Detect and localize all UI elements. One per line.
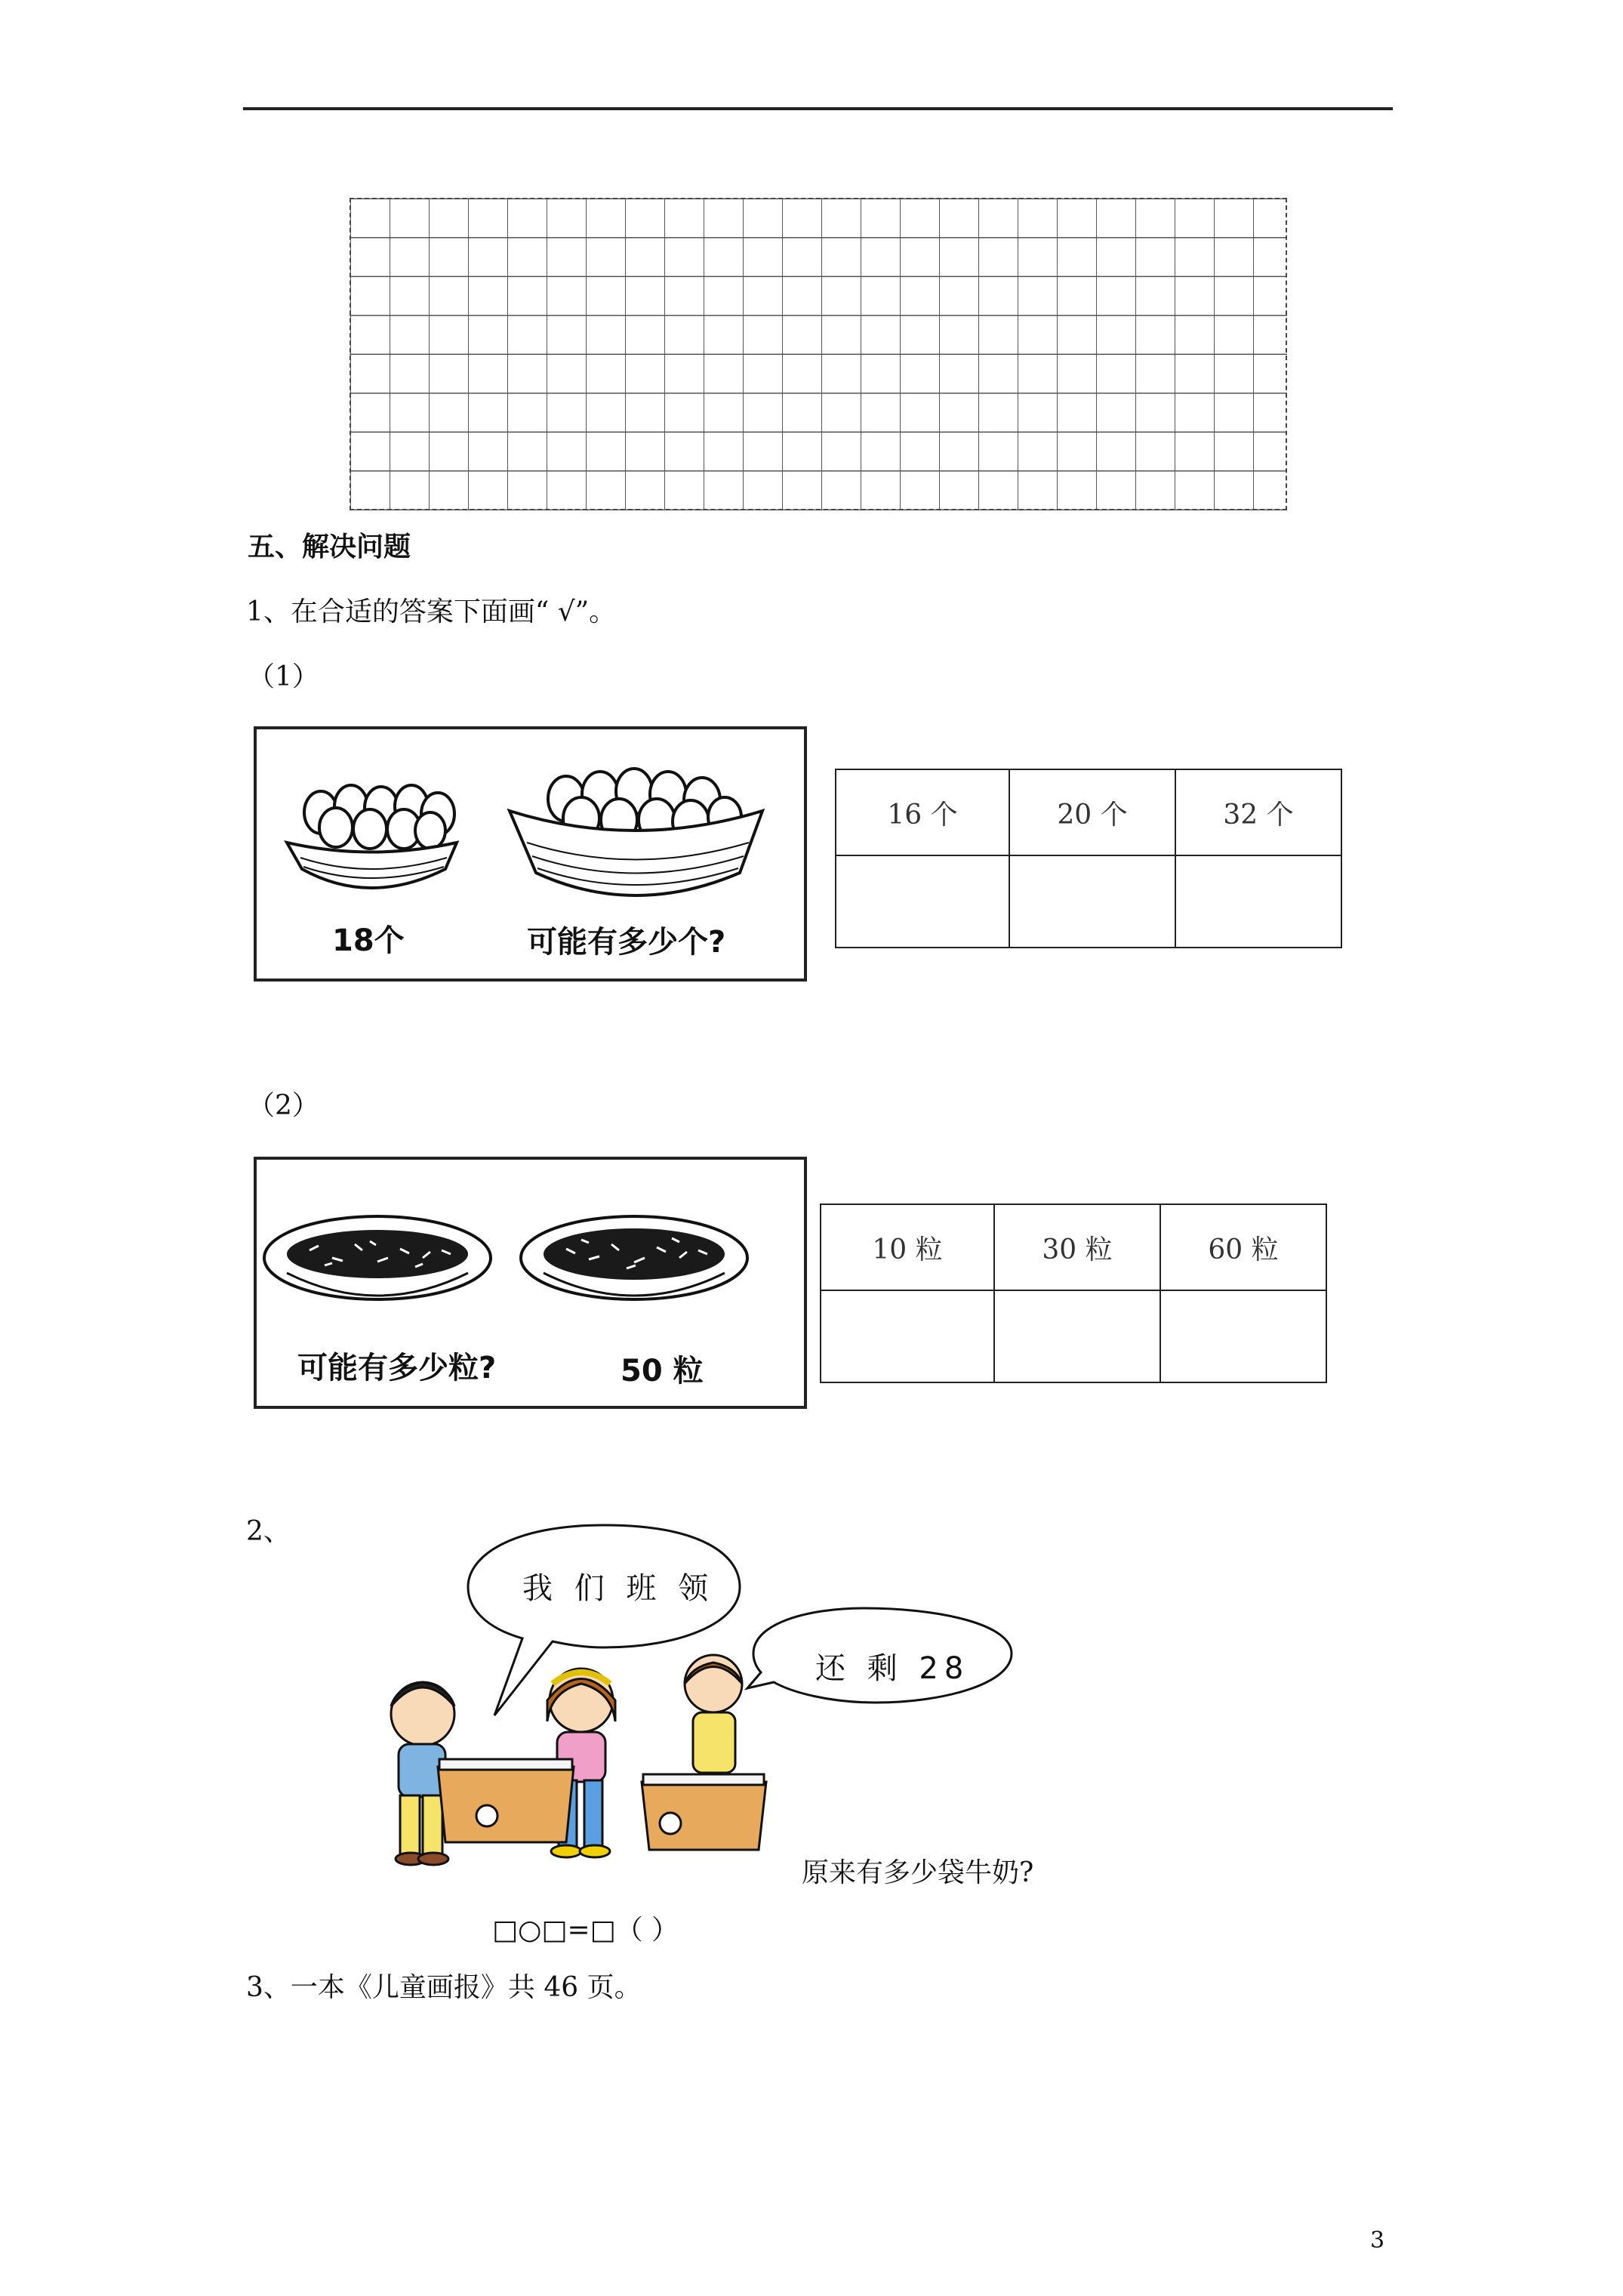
q1-part2-label: （2） <box>248 1090 319 1121</box>
eggs-illustration <box>254 726 807 982</box>
writing-grid <box>350 198 1287 510</box>
answer-cell-60[interactable] <box>1160 1290 1326 1382</box>
q3-text: 3、一本《儿童画报》共 46 页。 <box>246 1972 642 2003</box>
children-illustration <box>355 1653 793 1895</box>
answer-cell-20[interactable] <box>1009 855 1175 948</box>
part2-options-table <box>820 1203 1327 1383</box>
answer-cell-16[interactable] <box>836 855 1009 948</box>
option-10: 10 粒 <box>821 1204 994 1290</box>
seeds-right-caption: 50 粒 <box>621 1354 704 1388</box>
eggs-left-caption: 18个 <box>332 923 405 958</box>
option-16: 16 个 <box>836 769 1009 855</box>
q2-label: 2、 <box>246 1516 291 1547</box>
q1-part1-label: （1） <box>248 661 319 692</box>
seeds-illustration <box>254 1157 807 1409</box>
page-number: 3 <box>1370 2227 1385 2254</box>
option-32: 32 个 <box>1175 769 1341 855</box>
answer-cell-30[interactable] <box>994 1290 1160 1382</box>
eggs-right-caption: 可能有多少个? <box>527 925 726 960</box>
option-60: 60 粒 <box>1160 1204 1326 1290</box>
bubble2-clip <box>815 1631 996 1686</box>
option-30: 30 粒 <box>994 1204 1160 1290</box>
part1-options-table <box>835 769 1342 948</box>
answer-cell-10[interactable] <box>821 1290 994 1382</box>
answer-cell-32[interactable] <box>1175 855 1341 948</box>
q1-prompt: 1、在合适的答案下面画“ √”。 <box>246 596 617 627</box>
q2-question: 原来有多少袋牛奶? <box>802 1857 1034 1888</box>
q2-formula[interactable]: □○□=□（ ） <box>492 1915 679 1946</box>
option-20: 20 个 <box>1009 769 1175 855</box>
header-rule <box>243 107 1393 110</box>
section-title: 五、解决问题 <box>248 531 411 562</box>
seeds-left-caption: 可能有多少粒? <box>297 1351 497 1385</box>
bubble1-text: 我 们 班 领 <box>522 1571 715 1606</box>
bubble2-text: 还 剩 28 <box>815 1651 970 1686</box>
